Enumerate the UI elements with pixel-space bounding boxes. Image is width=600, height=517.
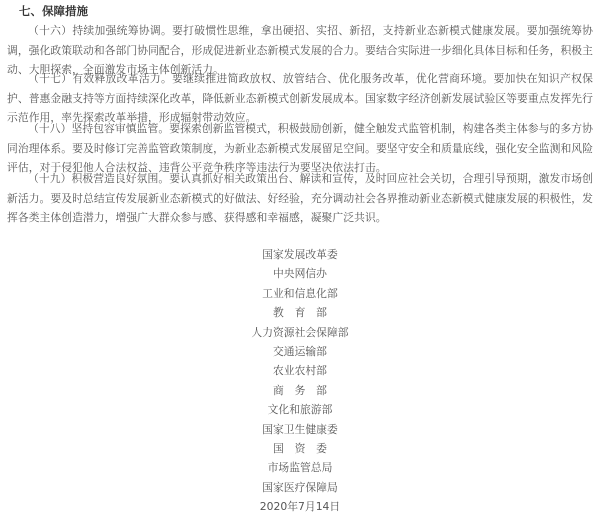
paragraph-16: （十六）持续加强统筹协调。要打破惯性思维，拿出硬招、实招、新招，支持新业态新模式健康发展。要加强统筹协调，强化政策联动和各部门协同配合，形成促进新业态新模式发展的合力。要结合实际进一步细化具体目标和任务，积极主动、大胆探索，全面激发市场主体创新活力。	[7, 24, 593, 76]
signatory-samr: 市场监管总局	[267, 461, 333, 475]
section-heading: 七、保障措施	[19, 4, 88, 18]
signatory-nhsa: 国家医疗保障局	[262, 480, 338, 494]
signatory-list	[0, 245, 600, 517]
signatory-sasac: 国 资 委	[273, 442, 327, 456]
signatory-moa: 农业农村部	[273, 364, 327, 378]
document-date: 2020年7月14日	[259, 500, 341, 514]
signatory-miit: 工业和信息化部	[262, 286, 338, 300]
signatory-nhc: 国家卫生健康委	[262, 422, 338, 436]
signatory-mot: 交通运输部	[273, 345, 327, 359]
paragraph-18: （十八）坚持包容审慎监管。要探索创新监管模式，积极鼓励创新，健全触发式监管机制，构建各类主体参与的多方协同治理体系。要及时修订完善监管政策制度，为新业态新模式发展留足空间。要坚守安全和质量底线，强化安全监测和风险评估，对于侵犯他人合法权益、违背公平竞争秩序等违法行为要坚决依法打击。	[7, 122, 593, 174]
signatory-cac: 中央网信办	[273, 267, 327, 281]
paragraph-19: （十九）积极营造良好氛围。要认真抓好相关政策出台、解读和宣传，及时回应社会关切，合理引导预期，激发市场创新活力。要及时总结宣传发展新业态新模式的好做法、好经验，充分调动社会各界推动新业态新模式健康发展的积极性，发挥各类主体创造潜力，增强广大群众参与感、获得感和幸福感，凝聚广泛共识。	[7, 172, 593, 224]
signatory-mct: 文化和旅游部	[267, 403, 333, 417]
paragraph-17: （十七）有效释放改革活力。要继续推进简政放权、放管结合、优化服务改革，优化营商环境。要加快在知识产权保护、普惠金融支持等方面持续深化改革，降低新业态新模式创新发展成本。国家数字经济创新发展试验区等要重点发挥先行示范作用，率先探索改革举措，形成辐射带动效应。	[7, 72, 593, 124]
signatory-mohrss: 人力资源社会保障部	[251, 325, 349, 339]
signatory-ndrc: 国家发展改革委	[262, 248, 338, 261]
signatory-mofcom: 商 务 部	[273, 383, 327, 397]
signatory-moe: 教 育 部	[273, 306, 327, 320]
